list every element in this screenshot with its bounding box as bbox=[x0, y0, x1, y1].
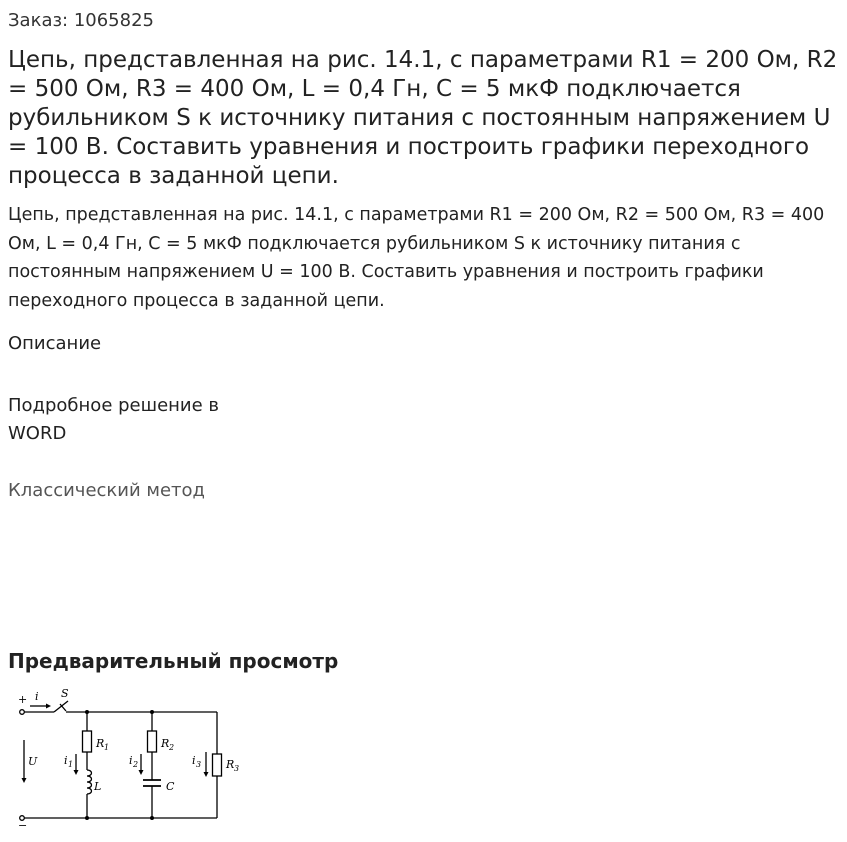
label-minus: − bbox=[18, 819, 28, 830]
label-i1: i bbox=[64, 754, 68, 767]
label-i1-sub: 1 bbox=[68, 760, 74, 769]
label-voltage-u: U bbox=[28, 755, 38, 768]
section-label-description: Описание bbox=[8, 333, 102, 354]
solution-format-note: Подробное решение в WORD bbox=[8, 395, 220, 444]
solution-method: Классический метод bbox=[8, 480, 205, 501]
label-r2: R bbox=[161, 737, 170, 750]
label-inductor-l: L bbox=[94, 780, 102, 793]
circuit-diagram bbox=[8, 684, 248, 830]
label-plus: + bbox=[18, 693, 28, 706]
resistor-r3 bbox=[213, 754, 222, 776]
label-i2-sub: 2 bbox=[133, 760, 139, 769]
label-r2-sub: 2 bbox=[169, 743, 175, 752]
label-i3-sub: 3 bbox=[196, 760, 202, 769]
resistor-r1 bbox=[83, 731, 92, 752]
terminal-top bbox=[20, 710, 25, 715]
preview-heading: Предварительный просмотр bbox=[8, 649, 339, 673]
label-r3: R bbox=[226, 758, 235, 771]
label-i3: i bbox=[192, 754, 196, 767]
inductor-l bbox=[87, 770, 92, 794]
label-i2: i bbox=[129, 754, 133, 767]
label-current-i: i bbox=[35, 690, 39, 703]
label-switch-s: S bbox=[61, 687, 69, 700]
order-number: Заказ: 1065825 bbox=[8, 10, 154, 31]
label-r1-sub: 1 bbox=[104, 743, 110, 752]
label-r1: R bbox=[96, 737, 105, 750]
label-capacitor-c: C bbox=[166, 780, 175, 793]
resistor-r2 bbox=[148, 731, 157, 752]
label-r3-sub: 3 bbox=[234, 764, 240, 773]
page-title: Цепь, представленная на рис. 14.1, с параметрами R1 = 200 Ом, R2 = 500 Ом, R3 = 400 Ом, L = 0,4 Гн, С = 5 мкФ подключается рубильником S к источнику питания с постоянным напряжением U = 100 В. Составить уравнения и построить графики переходного процесса в заданной цепи. bbox=[8, 47, 838, 189]
task-description: Цепь, представленная на рис. 14.1, с параметрами R1 = 200 Ом, R2 = 500 Ом, R3 = 400 Ом, L = 0,4 Гн, С = 5 мкФ подключается рубильником S к источнику питания с постоянным напряжением U = 100 В. Составить уравнения и построить графики переходного процесса в заданной цепи. bbox=[8, 205, 825, 311]
